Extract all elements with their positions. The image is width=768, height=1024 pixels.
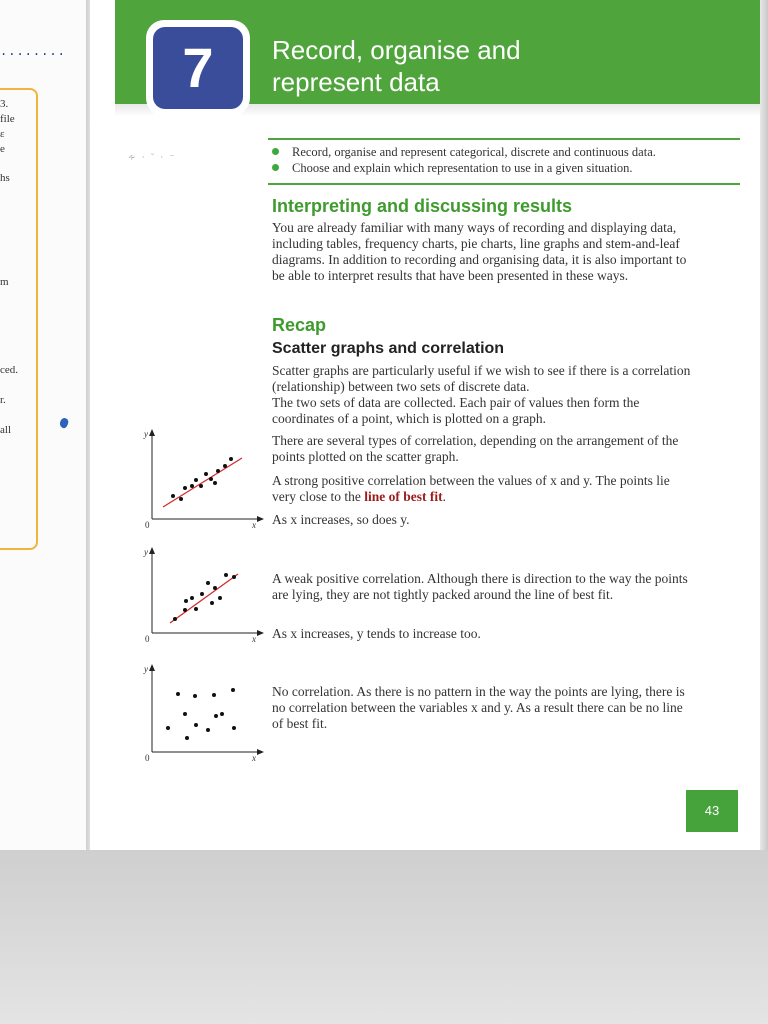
left-fragment: hs — [0, 172, 10, 184]
strong-correlation-graph — [130, 425, 270, 535]
left-fragment: e — [0, 143, 5, 155]
bullet-icon — [272, 164, 279, 171]
data-point — [206, 581, 210, 585]
left-fragment: r. — [0, 394, 6, 406]
data-point — [194, 723, 198, 727]
data-point — [216, 469, 220, 473]
objectives-list — [272, 144, 656, 176]
data-point — [231, 688, 235, 692]
origin-label: 0 — [145, 634, 150, 644]
intro-paragraph: You are already familiar with many ways of recording and displaying data, including tables, frequency charts, pie charts, line graphs and stem-and-leaf diagrams. In addition to recording and organising data, it is also important to be able to interpret results that have been presented in these ways. — [272, 220, 687, 283]
objective-item — [272, 160, 656, 176]
recap-paragraph: The two sets of data are collected. Each pair of values then form the coordinates of a point, which is plotted on a graph. — [272, 395, 640, 426]
data-point — [194, 607, 198, 611]
y-axis-arrow-icon — [149, 547, 155, 554]
x-axis-arrow-icon — [257, 749, 264, 755]
data-point — [199, 484, 203, 488]
sentence-end: . — [442, 489, 446, 504]
data-point — [218, 596, 222, 600]
data-point — [171, 494, 175, 498]
data-point — [214, 714, 218, 718]
x-axis-label: x — [252, 753, 256, 763]
weak-correlation-graph — [130, 543, 270, 653]
data-point — [183, 608, 187, 612]
data-point — [179, 497, 183, 501]
left-page-box — [0, 88, 38, 550]
objective-text: Record, organise and represent categorical, discrete and continuous data. — [292, 145, 656, 159]
section-heading: Interpreting and discussing results — [272, 196, 573, 216]
data-point — [204, 472, 208, 476]
x-axis-arrow-icon — [257, 630, 264, 636]
strong-correlation-note: As x increases, so does y. — [272, 512, 410, 527]
strong-correlation-body: A strong positive correlation between the values of x and y. The points lie very close to the — [272, 473, 670, 504]
data-point — [220, 712, 224, 716]
x-axis-arrow-icon — [257, 516, 264, 522]
data-point — [176, 692, 180, 696]
line-of-best-fit — [170, 574, 238, 623]
data-point — [210, 601, 214, 605]
data-point — [190, 484, 194, 488]
bullet-icon — [272, 148, 279, 155]
data-point — [183, 486, 187, 490]
data-point — [190, 596, 194, 600]
page-number: 43 — [686, 790, 738, 832]
data-point — [209, 477, 213, 481]
data-point — [213, 481, 217, 485]
line-of-best-fit — [163, 458, 242, 507]
data-point — [206, 728, 210, 732]
data-point — [183, 712, 187, 716]
left-fragment: m — [0, 276, 9, 288]
data-point — [185, 736, 189, 740]
left-page-edge — [0, 0, 87, 850]
objective-item — [272, 144, 656, 160]
origin-label: 0 — [145, 753, 150, 763]
data-point — [232, 575, 236, 579]
objectives-rule-top — [268, 138, 740, 140]
data-point — [166, 726, 170, 730]
pencil-mark: ∻ · ˘ · ⁻ — [128, 152, 177, 162]
scanner-background — [0, 850, 768, 1024]
data-point — [213, 586, 217, 590]
weak-correlation-text: A weak positive correlation. Although there is direction to the way the points are lying, they are not tightly packed around the line of best fit. — [272, 571, 688, 602]
data-point — [184, 599, 188, 603]
data-point — [212, 693, 216, 697]
left-page-dots: ........ — [0, 44, 66, 58]
left-fragment: ε — [0, 128, 5, 140]
y-axis-arrow-icon — [149, 664, 155, 671]
y-axis-arrow-icon — [149, 429, 155, 436]
line-of-best-fit-term: line of best fit — [364, 489, 443, 504]
no-correlation-graph — [130, 660, 270, 770]
data-point — [229, 457, 233, 461]
x-axis-label: x — [252, 634, 256, 644]
left-fragment: ced. — [0, 364, 19, 376]
data-point — [193, 694, 197, 698]
data-point — [173, 617, 177, 621]
chapter-number: 7 — [153, 27, 243, 109]
y-axis-label: y — [144, 664, 148, 674]
left-fragment: file — [0, 113, 15, 125]
origin-label: 0 — [145, 520, 150, 530]
x-axis-label: x — [252, 520, 256, 530]
data-point — [224, 573, 228, 577]
left-fragment: 3. — [0, 98, 9, 110]
page-edge-shadow — [760, 0, 768, 850]
chapter-title: Record, organise and represent data — [272, 35, 521, 97]
weak-correlation-note: As x increases, y tends to increase too. — [272, 626, 481, 641]
textbook-page — [90, 0, 764, 850]
recap-paragraph: Scatter graphs are particularly useful if we wish to see if there is a correlation (relationship) between two sets of discrete data. — [272, 363, 691, 394]
recap-paragraph: There are several types of correlation, depending on the arrangement of the points plotted on the scatter graph. — [272, 433, 679, 464]
no-correlation-text: No correlation. As there is no pattern in the way the points are lying, there is no correlation between the variables x and y. As a result there can be no line of best fit. — [272, 684, 685, 731]
data-point — [223, 464, 227, 468]
strong-correlation-text — [272, 473, 692, 505]
objective-text: Choose and explain which representation to use in a given situation. — [292, 161, 633, 175]
left-fragment: all — [0, 424, 11, 436]
y-axis-label: y — [144, 547, 148, 557]
recap-heading: Recap — [272, 315, 327, 335]
data-point — [232, 726, 236, 730]
data-point — [194, 478, 198, 482]
objectives-rule-bottom — [268, 183, 740, 185]
recap-subheading: Scatter graphs and correlation — [272, 340, 505, 357]
y-axis-label: y — [144, 429, 148, 439]
data-point — [200, 592, 204, 596]
